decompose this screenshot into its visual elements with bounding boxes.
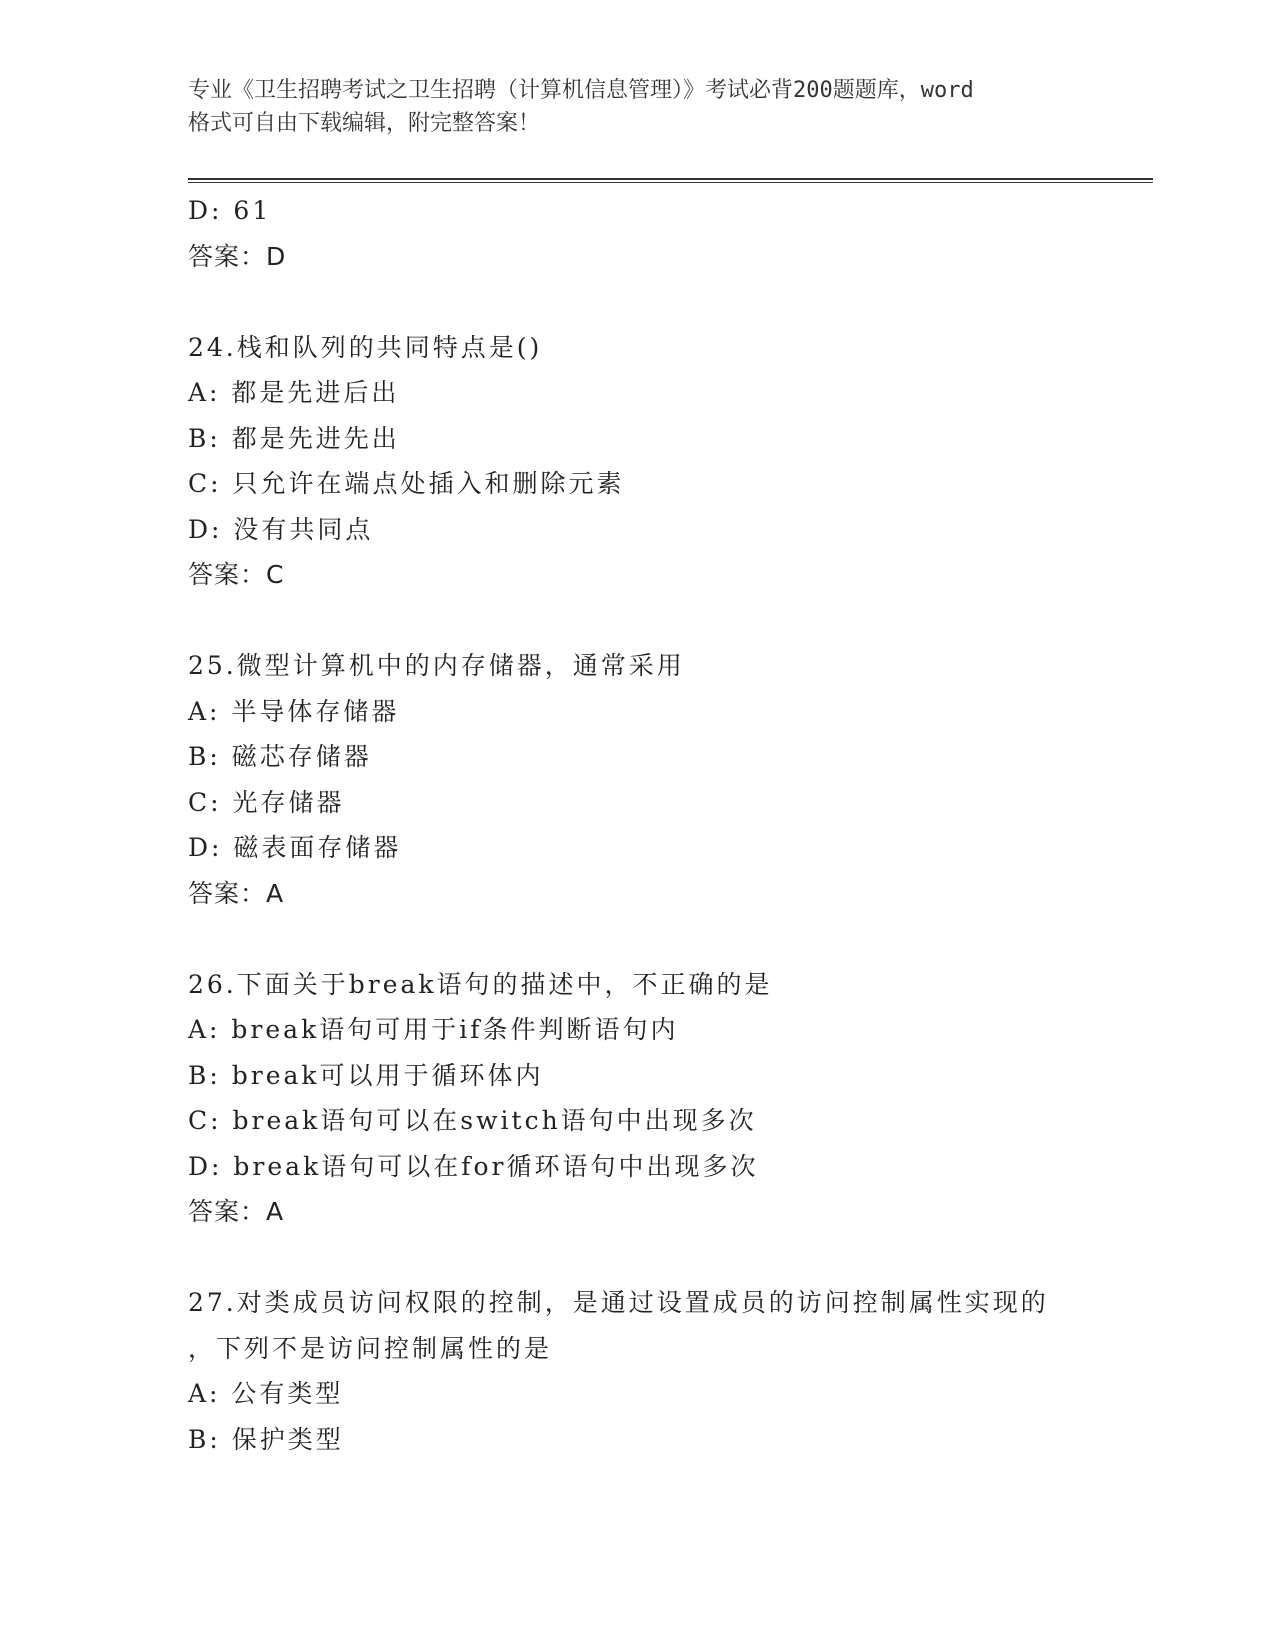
spacer [188,1235,1148,1281]
question-26 [188,962,1148,1235]
answer-line: 答案：C [188,560,285,589]
header-title-line-1: 专业《卫生招聘考试之卫生招聘（计算机信息管理）》考试必背200题题库，word [188,78,974,103]
option-c: C: 光存储器 [188,787,345,817]
answer-line: 答案：A [188,1197,285,1226]
option-b: B: 磁芯存储器 [188,742,372,771]
option-b: B: break可以用于循环体内 [188,1060,544,1090]
answer-line: 答案：A [188,878,285,908]
option-a: A: 半导体存储器 [188,696,400,726]
question-25 [188,643,1148,916]
question-27 [188,1280,1148,1462]
question-24 [188,325,1148,598]
option-c: C: break语句可以在switch语句中出现多次 [188,1106,757,1135]
question-stem-line-2: ，下列不是访问控制属性的是 [188,1333,553,1363]
option-a: A: 公有类型 [188,1379,344,1408]
header-title-line-2: 格式可自由下载编辑，附完整答案！ [188,111,541,136]
option-d: D: break语句可以在for循环语句中出现多次 [188,1151,759,1181]
question-stem-line-1: 27.对类成员访问权限的控制，是通过设置成员的访问控制属性实现的 [188,1288,1049,1317]
option-d: D: 61 [188,196,272,225]
option-d: D: 没有共同点 [188,514,374,544]
spacer [188,598,1148,644]
question-stem: 24.栈和队列的共同特点是() [188,332,543,362]
answer-line: 答案：D [188,241,287,271]
option-b: B: 都是先进先出 [188,423,400,453]
header-divider [188,178,1153,183]
question-stem: 26.下面关于break语句的描述中，不正确的是 [188,969,773,999]
option-b: B: 保护类型 [188,1424,344,1454]
option-a: A: break语句可用于if条件判断语句内 [188,1015,679,1044]
option-a: A: 都是先进后出 [188,378,400,407]
option-d: D: 磁表面存储器 [188,833,402,862]
option-c: C: 只允许在端点处插入和删除元素 [188,469,625,498]
page-header [188,74,1068,140]
spacer [188,279,1148,325]
spacer [188,916,1148,962]
question-list [188,188,1148,1462]
question-stem: 25.微型计算机中的内存储器，通常采用 [188,651,685,680]
